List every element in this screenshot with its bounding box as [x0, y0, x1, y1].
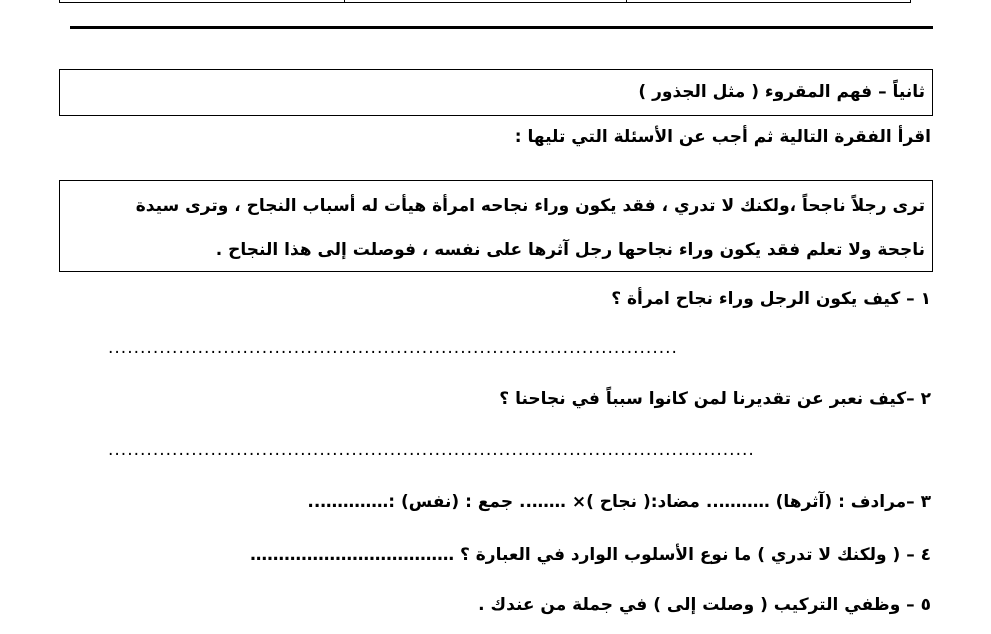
answer-line-2: .....................................................................................................: [108, 440, 755, 460]
passage-line-1: ترى رجلاً ناجحاً ،ولكنك لا تدري ، فقد يكون وراء نجاحه امرأة هيأت له أسباب النجاح ، وترى سيدة: [135, 196, 925, 216]
question-4: ٤ – ( ولكنك لا تدري ) ما نوع الأسلوب الوارد في العبارة ؟ ………………………………: [250, 545, 931, 565]
table-divider: [626, 0, 627, 2]
answer-line-1: .........................................................................................: [108, 338, 678, 358]
reading-instruction: اقرأ الفقرة التالية ثم أجب عن الأسئلة التي تليها :: [514, 127, 931, 147]
section-title: ثانياً – فهم المقروء ( مثل الجذور ): [638, 82, 925, 102]
question-3: ٣ –مرادف : (آثرها) ……….. مضاد:( نجاح )× …….. جمع : (نفس) :…………..: [307, 492, 931, 512]
passage-line-2: ناجحة ولا تعلم فقد يكون وراء نجاحها رجل آثرها على نفسه ، فوصلت إلى هذا النجاح .: [215, 240, 925, 260]
question-1: ١ – كيف يكون الرجل وراء نجاح امرأة ؟: [611, 289, 931, 309]
top-table-remnant: [59, 0, 911, 3]
table-divider: [344, 0, 345, 2]
section-divider: [70, 26, 933, 29]
question-5: ٥ – وظفي التركيب ( وصلت إلى ) في جملة من عندك .: [478, 595, 931, 615]
question-2: ٢ –كيف نعبر عن تقديرنا لمن كانوا سبباً في نجاحنا ؟: [499, 389, 931, 409]
